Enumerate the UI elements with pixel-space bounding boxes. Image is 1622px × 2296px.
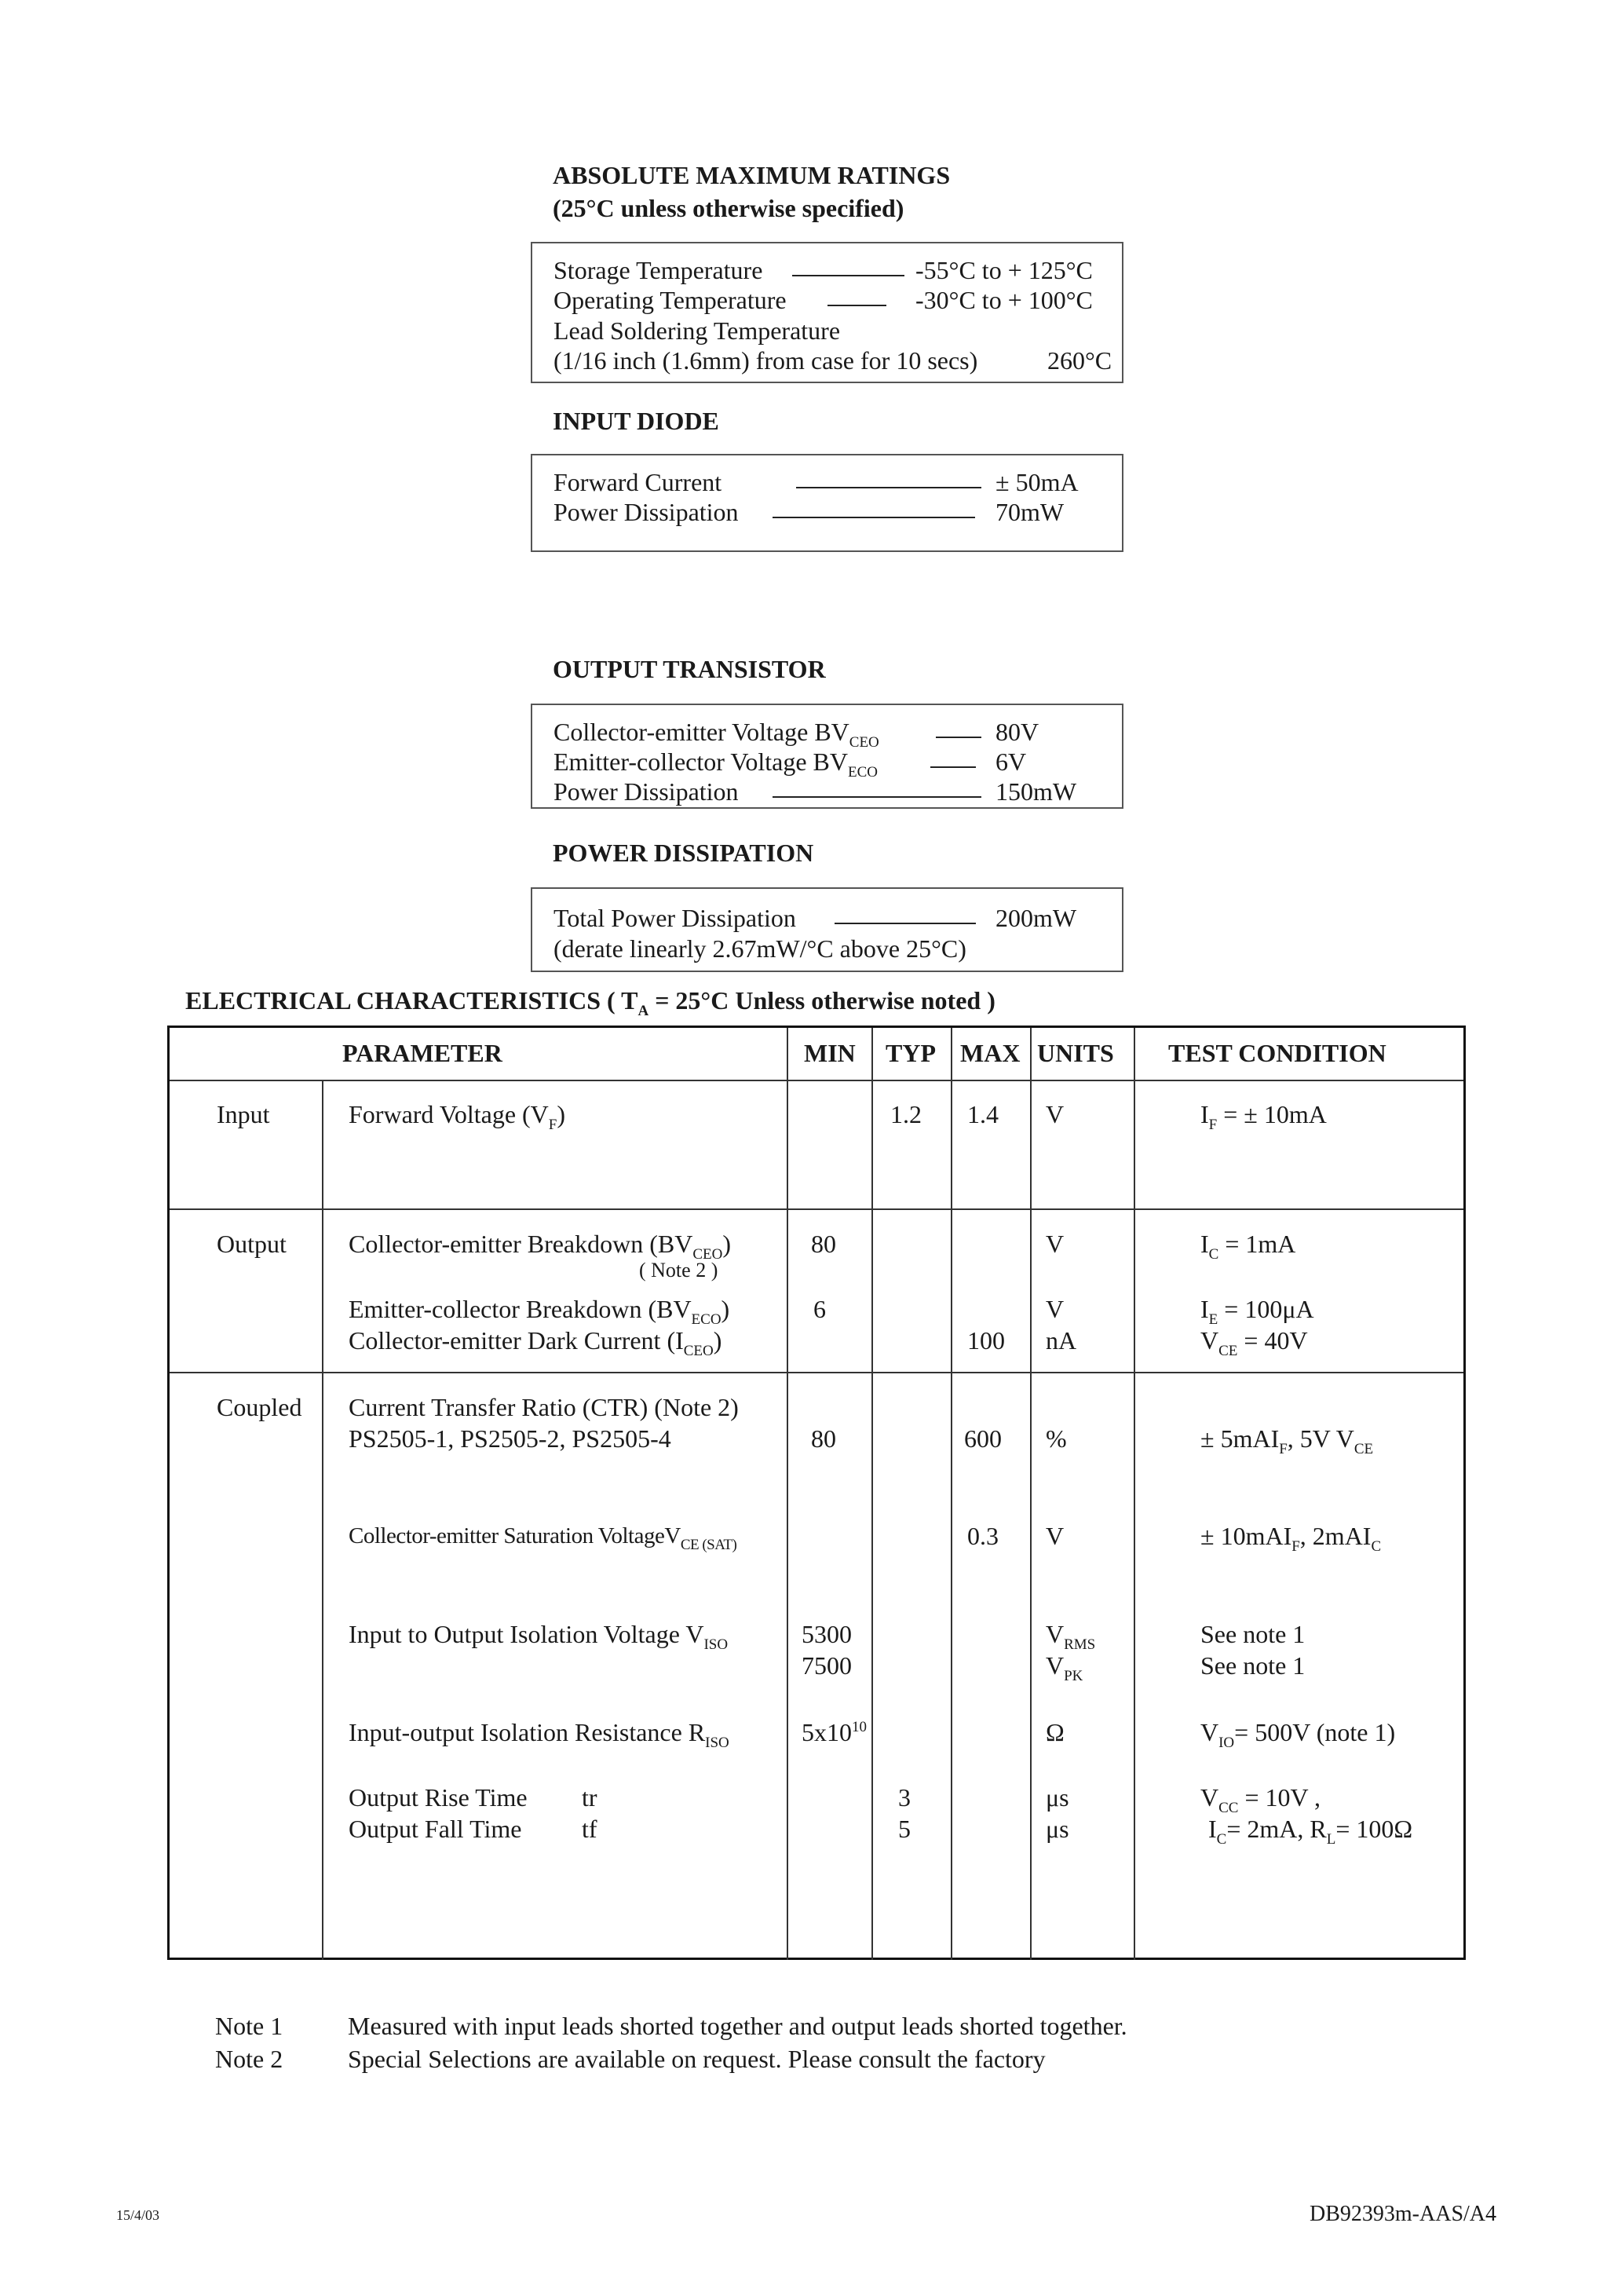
abs-max-box	[531, 242, 1123, 383]
forward-current-value: ± 50mA	[995, 468, 1079, 496]
note-1-label: Note 1	[215, 2012, 283, 2040]
leader-line	[930, 766, 976, 768]
ctr-units: %	[1046, 1424, 1067, 1453]
group-coupled: Coupled	[217, 1393, 302, 1421]
leader-line	[835, 923, 976, 924]
isolation-units-1: $V_{RMS}$	[1046, 1620, 1096, 1653]
input-diode-box	[531, 454, 1123, 552]
header-min: MIN	[804, 1039, 856, 1067]
ce-voltage-value: 80V	[995, 718, 1039, 746]
operating-label: Operating Temperature	[553, 286, 787, 314]
group-input: Input	[217, 1100, 270, 1128]
ce-breakdown-units: V	[1046, 1230, 1065, 1258]
param-isolation-voltage: Input to Output Isolation Voltage $V_{ISO}$	[349, 1620, 729, 1653]
electrical-title: ELECTRICAL CHARACTERISTICS ( $T_A = 25^\circ C$ Unless otherwise noted )	[185, 986, 995, 1019]
col-divider	[787, 1028, 788, 1960]
ce-breakdown-min: 80	[811, 1230, 836, 1258]
footer-date: 15/4/03	[116, 2207, 160, 2223]
ec-breakdown-tc: $I_E = 100\mu A$	[1200, 1295, 1314, 1328]
col-divider	[871, 1028, 873, 1960]
isolation-tc-1: See note 1	[1200, 1620, 1306, 1648]
electrical-table	[167, 1026, 1466, 1960]
group-output: Output	[217, 1230, 287, 1258]
col-divider	[951, 1028, 952, 1960]
total-power-value: 200mW	[995, 904, 1077, 932]
ec-breakdown-min: 6	[813, 1295, 826, 1323]
leader-line	[796, 487, 981, 488]
ce-voltage-label: Collector-emitter Voltage $BV_{CEO}$	[553, 718, 879, 751]
param-rise-time: Output Rise Time	[349, 1783, 528, 1812]
diode-power-value: 70mW	[995, 498, 1065, 526]
leader-line	[936, 737, 981, 738]
ec-breakdown-units: V	[1046, 1295, 1065, 1323]
param-ec-breakdown: Emitter-collector Breakdown $(BV_{ECO})$	[349, 1295, 730, 1328]
forward-current-label: Forward Current	[553, 468, 722, 496]
dark-current-max: 100	[967, 1326, 1005, 1355]
forward-voltage-units: V	[1046, 1100, 1065, 1128]
fall-time-typ: 5	[898, 1815, 911, 1843]
leader-line	[773, 517, 975, 518]
abs-max-subtitle: (25°C unless otherwise specified)	[553, 194, 904, 222]
lead-label: Lead Soldering Temperature	[553, 316, 841, 345]
power-dissipation-box	[531, 887, 1123, 972]
leader-line	[773, 796, 981, 798]
dark-current-units: nA	[1046, 1326, 1077, 1355]
col-divider	[1134, 1028, 1135, 1960]
isolation-min-2: 7500	[802, 1651, 852, 1680]
output-transistor-box	[531, 704, 1123, 809]
note-2-text: Special Selections are available on request. Please consult the factory	[348, 2045, 1046, 2073]
ctr-min: 80	[811, 1424, 836, 1453]
saturation-units: V	[1046, 1522, 1065, 1550]
isolation-tc-2: See note 1	[1200, 1651, 1306, 1680]
param-isolation-resistance: Input-output Isolation Resistance $R_{ISO}$	[349, 1718, 729, 1751]
rise-time-symbol: tr	[582, 1783, 597, 1812]
rise-time-units: μs	[1046, 1783, 1069, 1812]
param-saturation: Collector-emitter Saturation VoltageV$_{CE (SAT)}$	[349, 1523, 737, 1553]
total-power-label: Total Power Dissipation	[553, 904, 796, 932]
diode-power-label: Power Dissipation	[553, 498, 739, 526]
forward-voltage-max: 1.4	[967, 1100, 999, 1128]
ec-voltage-value: 6V	[995, 748, 1027, 776]
header-parameter: PARAMETER	[342, 1039, 502, 1067]
fall-time-symbol: tf	[582, 1815, 597, 1843]
forward-voltage-tc: $I_F$ = ± 10mA	[1200, 1100, 1327, 1133]
saturation-max: 0.3	[967, 1522, 999, 1550]
dark-current-tc: $V_{CE} = 40V$	[1200, 1326, 1308, 1359]
input-diode-title: INPUT DIODE	[553, 407, 719, 435]
header-test-condition: TEST CONDITION	[1168, 1039, 1386, 1067]
isolation-min-1: 5300	[802, 1620, 852, 1648]
header-units: UNITS	[1037, 1039, 1114, 1067]
col-divider	[1030, 1028, 1032, 1960]
derate-note: (derate linearly 2.67mW/°C above 25°C)	[553, 934, 966, 963]
ctr-tc: ± 5mAI$_F$, 5V $V_{CE}$	[1200, 1424, 1374, 1457]
ctr-max: 600	[964, 1424, 1002, 1453]
param-ctr-parts: PS2505-1, PS2505-2, PS2505-4	[349, 1424, 671, 1453]
storage-value: -55°C to + 125°C	[915, 256, 1093, 284]
leader-line	[792, 275, 904, 276]
row-divider	[170, 1080, 1463, 1081]
note-2-label: Note 2	[215, 2045, 283, 2073]
header-typ: TYP	[886, 1039, 936, 1067]
row-divider	[170, 1208, 1463, 1210]
param-fall-time: Output Fall Time	[349, 1815, 522, 1843]
param-forward-voltage: Forward Voltage $(V_F)$	[349, 1100, 566, 1133]
ec-voltage-label: Emitter-collector Voltage $BV_{ECO}$	[553, 748, 878, 781]
transistor-power-label: Power Dissipation	[553, 777, 739, 806]
header-max: MAX	[960, 1039, 1021, 1067]
saturation-tc: ± 10mAI$_F$, 2mAI$_C$	[1200, 1522, 1382, 1555]
row-divider	[170, 1372, 1463, 1373]
lead-sub-label: (1/16 inch (1.6mm) from case for 10 secs)	[553, 346, 978, 375]
leader-line	[827, 305, 886, 306]
footer-doc-number: DB92393m-AAS/A4	[1310, 2202, 1497, 2226]
operating-value: -30°C to + 100°C	[915, 286, 1093, 314]
isolation-units-2: $V_{PK}$	[1046, 1651, 1083, 1684]
param-dark-current: Collector-emitter Dark Current $(I_{CEO})$	[349, 1326, 722, 1359]
transistor-power-value: 150mW	[995, 777, 1077, 806]
lead-value: 260°C	[1047, 346, 1112, 375]
abs-max-title: ABSOLUTE MAXIMUM RATINGS	[553, 161, 951, 189]
storage-label: Storage Temperature	[553, 256, 763, 284]
note-1-text: Measured with input leads shorted together and output leads shorted together.	[348, 2012, 1127, 2040]
rise-time-typ: 3	[898, 1783, 911, 1812]
param-ctr: Current Transfer Ratio (CTR) (Note 2)	[349, 1393, 739, 1421]
fall-time-units: μs	[1046, 1815, 1069, 1843]
rise-time-tc: $V_{CC} = 10V$ ,	[1200, 1783, 1321, 1816]
output-transistor-title: OUTPUT TRANSISTOR	[553, 655, 826, 683]
fall-time-tc: $I_C= 2mA$, $R_L= 100\Omega$	[1208, 1815, 1413, 1848]
ce-breakdown-tc: $I_C = 1mA$	[1200, 1230, 1296, 1263]
isolation-resistance-min: $5x10^{10}$	[802, 1718, 867, 1746]
isolation-resistance-tc: $V_{IO}= 500V$ (note 1)	[1200, 1718, 1396, 1751]
forward-voltage-typ: 1.2	[890, 1100, 922, 1128]
param-ce-breakdown: Collector-emitter Breakdown $(BV_{CEO})$	[349, 1230, 731, 1263]
col-divider	[322, 1080, 323, 1960]
isolation-resistance-units: Ω	[1046, 1718, 1065, 1746]
ce-breakdown-note: ( Note 2 )	[639, 1259, 718, 1281]
power-dissipation-title: POWER DISSIPATION	[553, 839, 814, 867]
